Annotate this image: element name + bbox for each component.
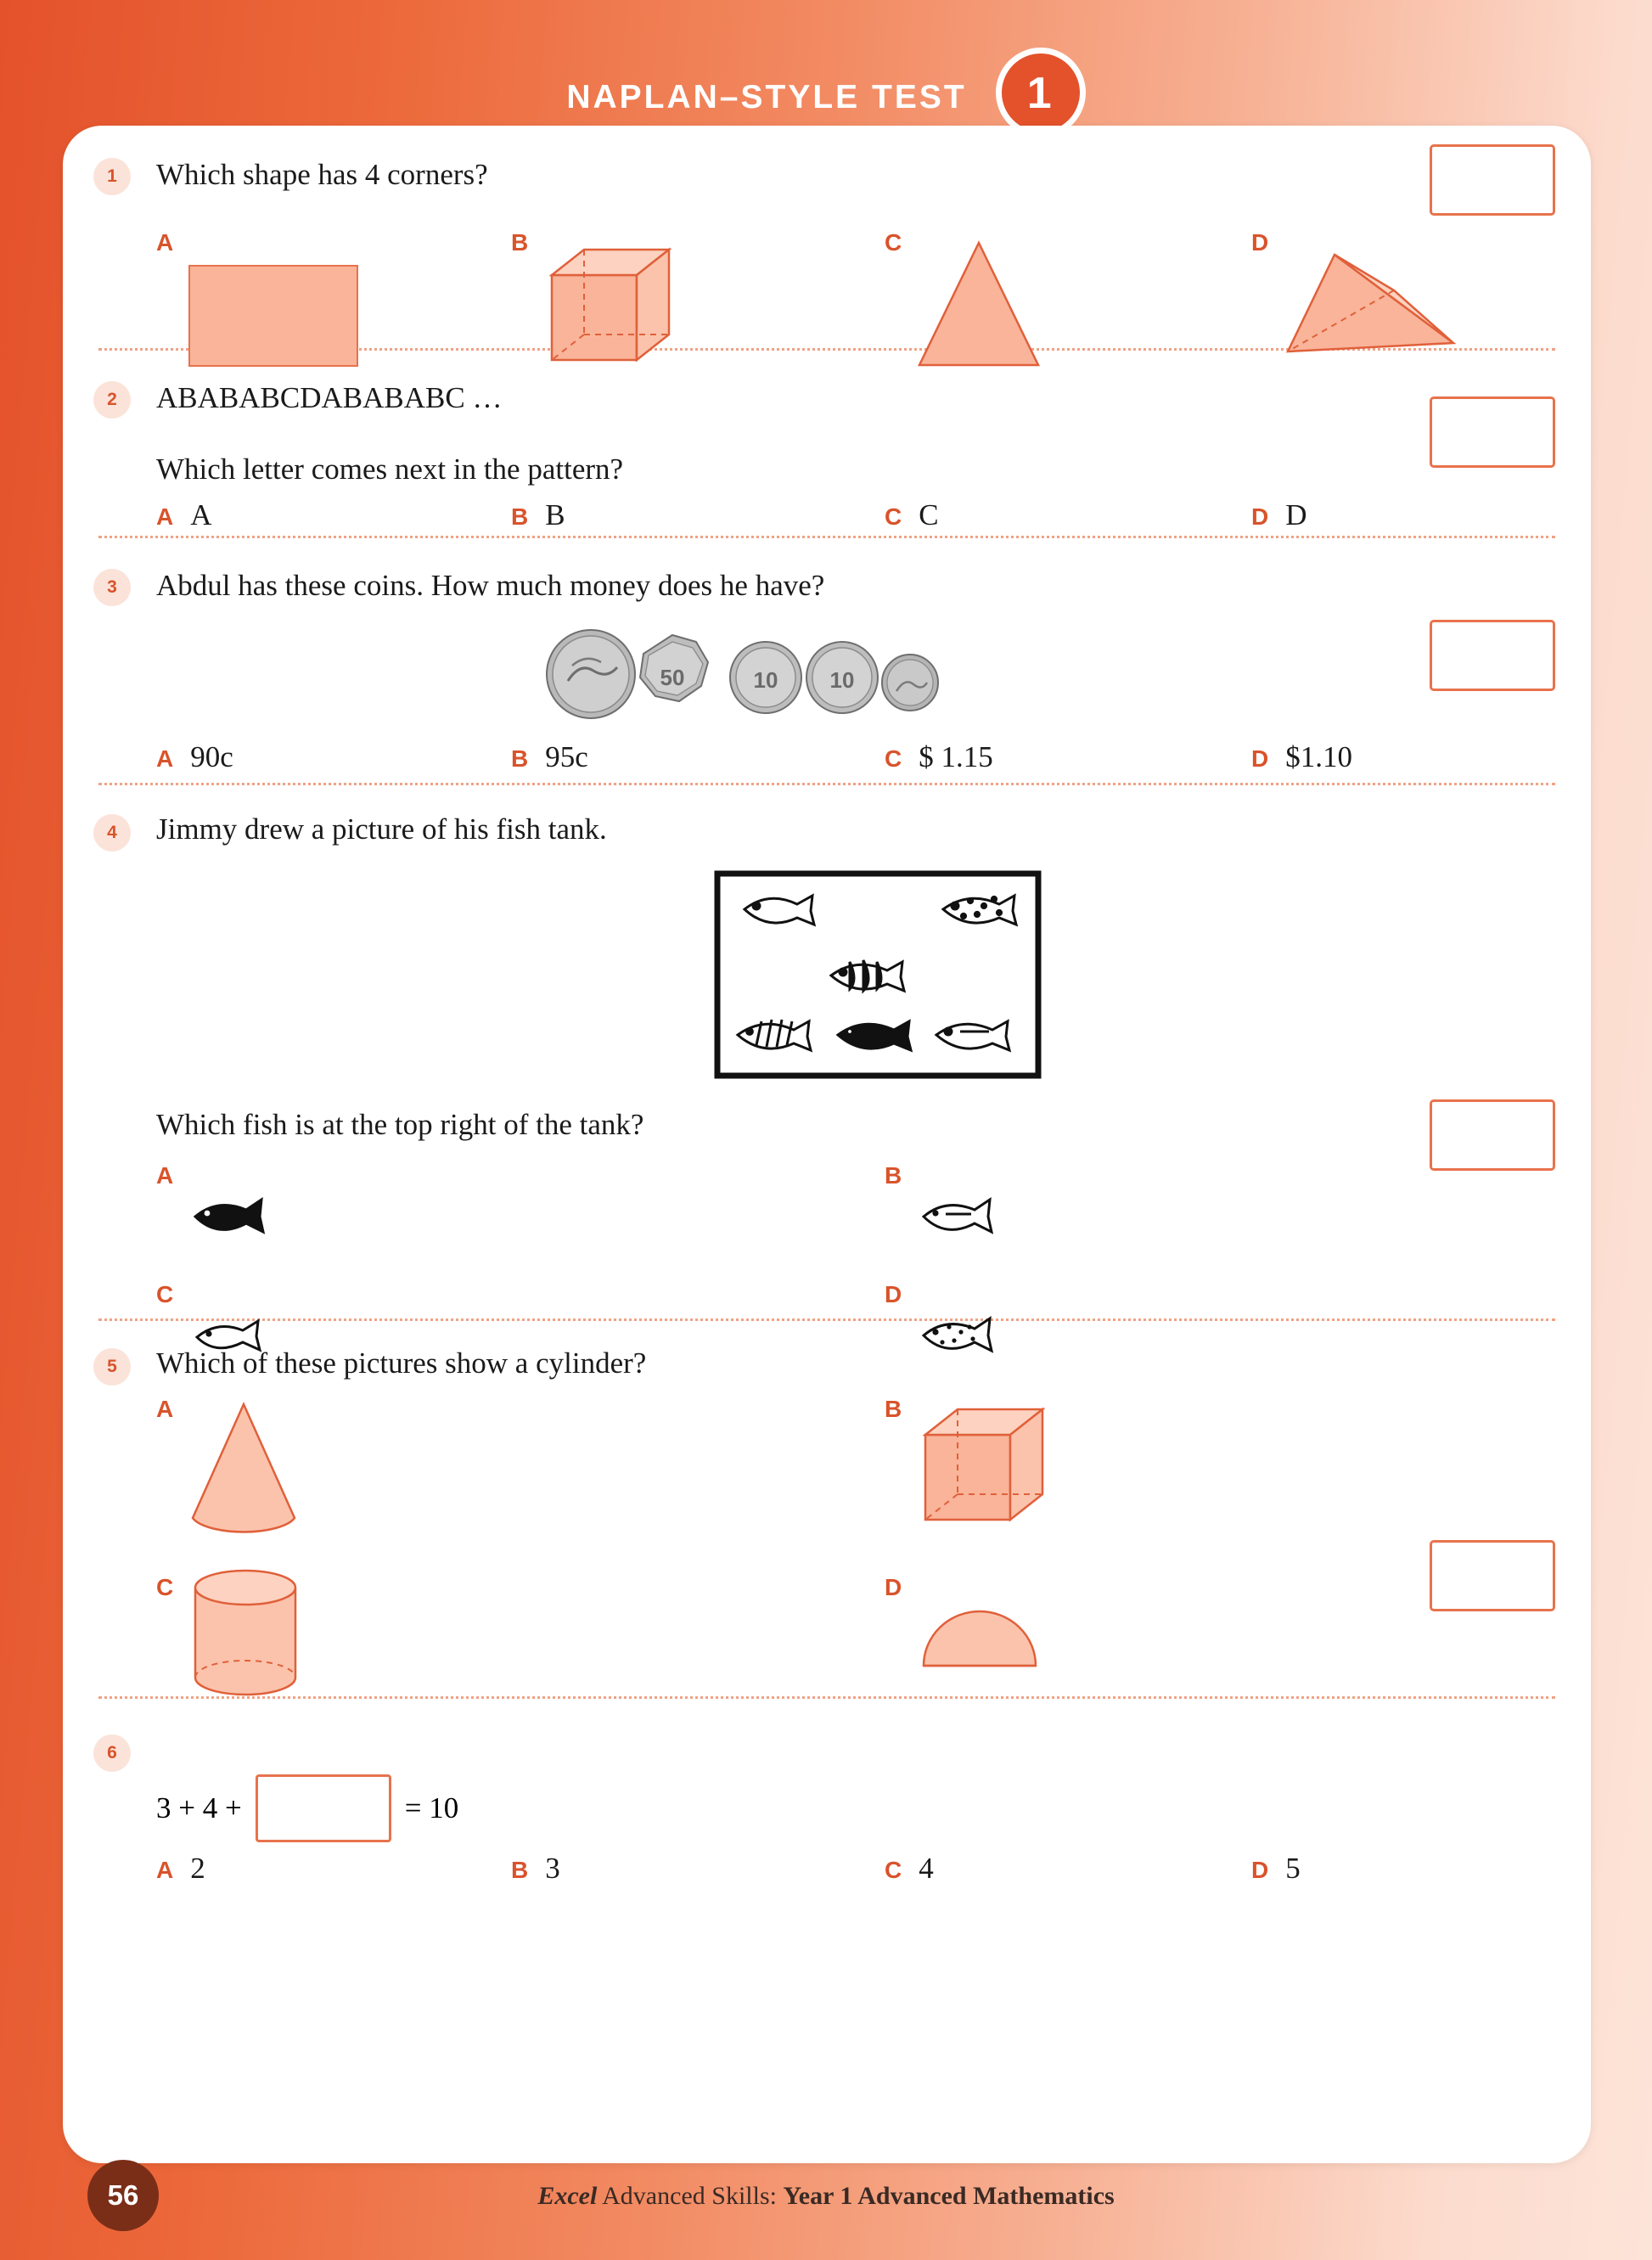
answer-box-4[interactable] xyxy=(1430,1099,1555,1171)
question-6 xyxy=(63,1699,1591,1885)
option-letter: A xyxy=(156,1857,174,1883)
svg-text:50: 50 xyxy=(660,665,685,690)
option-b[interactable] xyxy=(511,740,588,774)
footer-brand xyxy=(0,2182,1652,2211)
fish-black-icon xyxy=(188,1191,307,1242)
question-number: 1 xyxy=(93,158,131,195)
option-letter: A xyxy=(156,1162,174,1189)
question-text: Which of these pictures show a cylinder? xyxy=(156,1346,647,1380)
option-letter: A xyxy=(156,229,174,256)
option-label: $ 1.15 xyxy=(919,740,993,773)
option-letter: B xyxy=(885,1162,902,1189)
option-a[interactable] xyxy=(156,740,233,774)
option-label: 2 xyxy=(190,1852,205,1885)
test-number-badge: 1 xyxy=(996,48,1086,138)
option-label: D xyxy=(1285,498,1307,531)
question-4 xyxy=(63,785,1591,1318)
page-number-badge: 56 xyxy=(87,2160,159,2231)
question-text: ABABABCDABABABC … xyxy=(156,381,503,414)
option-letter: B xyxy=(511,745,529,772)
cone-shape xyxy=(188,1399,316,1543)
option-letter: A xyxy=(156,1396,174,1422)
question-text: Abdul has these coins. How much money does he have? xyxy=(156,569,825,602)
option-d[interactable] xyxy=(1251,498,1307,532)
question-6-options xyxy=(156,1852,1582,1889)
option-letter: A xyxy=(156,503,174,530)
option-letter: B xyxy=(885,1396,902,1422)
option-letter: C xyxy=(156,1281,174,1307)
option-label: C xyxy=(919,498,939,531)
option-letter: C xyxy=(156,1574,174,1600)
option-letter: C xyxy=(885,503,902,530)
hemisphere-shape xyxy=(917,1593,1053,1686)
option-d[interactable] xyxy=(1251,1852,1301,1886)
option-label: 3 xyxy=(545,1852,560,1885)
option-letter: D xyxy=(885,1281,902,1307)
option-label: 90c xyxy=(190,740,233,773)
equation-right: = 10 xyxy=(404,1791,459,1824)
footer-brand-bold: Year 1 Advanced Mathematics xyxy=(783,2182,1115,2210)
footer-brand-italic: Excel xyxy=(537,2182,598,2210)
option-c[interactable] xyxy=(885,740,993,774)
option-c[interactable] xyxy=(885,498,939,532)
question-number: 3 xyxy=(93,569,131,606)
question-3 xyxy=(63,538,1591,783)
option-label: B xyxy=(545,498,565,531)
option-letter: D xyxy=(885,1574,902,1600)
coins-illustration xyxy=(538,621,1582,722)
option-letter: D xyxy=(1251,503,1269,530)
option-letter: B xyxy=(511,229,529,256)
question-subtext: Which letter comes next in the pattern? xyxy=(156,453,624,486)
question-number: 2 xyxy=(93,381,131,419)
question-number: 6 xyxy=(93,1734,131,1772)
question-5-options-row2 xyxy=(156,1574,1582,1718)
option-label: 4 xyxy=(919,1852,934,1885)
option-letter: C xyxy=(885,745,902,772)
cube-shape xyxy=(917,1401,1061,1537)
question-5 xyxy=(63,1321,1591,1696)
option-a[interactable] xyxy=(156,498,212,532)
question-6-equation xyxy=(156,1774,1582,1843)
header-title: NAPLAN–STYLE TEST xyxy=(566,79,967,115)
option-label: $1.10 xyxy=(1285,740,1352,773)
fish-tank-illustration xyxy=(712,869,1582,1081)
question-3-options xyxy=(156,740,1582,778)
question-2 xyxy=(63,351,1591,536)
option-letter: D xyxy=(1251,229,1269,256)
option-letter: A xyxy=(156,745,174,772)
option-label: 5 xyxy=(1285,1852,1301,1885)
question-2-options xyxy=(156,498,1582,536)
svg-text:10: 10 xyxy=(829,667,855,693)
option-letter: C xyxy=(885,229,902,256)
option-label: 95c xyxy=(545,740,588,773)
question-subtext: Which fish is at the top right of the tank? xyxy=(156,1108,644,1141)
footer-brand-rest: Advanced Skills: xyxy=(597,2182,784,2210)
option-d[interactable] xyxy=(1251,740,1352,774)
option-letter: D xyxy=(1251,745,1269,772)
fish-plain-icon xyxy=(917,1191,1036,1242)
svg-text:10: 10 xyxy=(753,667,778,693)
cylinder-shape xyxy=(188,1562,316,1706)
equation-left: 3 + 4 + xyxy=(156,1791,242,1824)
answer-box-1[interactable] xyxy=(1430,144,1555,216)
option-c[interactable] xyxy=(885,1852,934,1886)
equation-answer-box[interactable] xyxy=(256,1774,391,1842)
option-letter: B xyxy=(511,503,529,530)
option-label: A xyxy=(190,498,212,531)
question-4-options-row1 xyxy=(156,1162,1582,1264)
question-number: 4 xyxy=(93,814,131,852)
question-5-options-row1 xyxy=(156,1396,1582,1557)
question-1 xyxy=(63,126,1591,348)
worksheet-content xyxy=(63,126,1591,2163)
option-letter: B xyxy=(511,1857,529,1883)
option-letter: D xyxy=(1251,1857,1269,1883)
answer-box-2[interactable] xyxy=(1430,396,1555,468)
question-number: 5 xyxy=(93,1348,131,1386)
question-text: Which shape has 4 corners? xyxy=(156,158,488,191)
worksheet-sheet xyxy=(63,126,1591,2163)
option-letter: C xyxy=(885,1857,902,1883)
question-text: Jimmy drew a picture of his fish tank. xyxy=(156,812,607,846)
option-a[interactable] xyxy=(156,1852,205,1886)
option-b[interactable] xyxy=(511,498,565,532)
option-b[interactable] xyxy=(511,1852,560,1886)
